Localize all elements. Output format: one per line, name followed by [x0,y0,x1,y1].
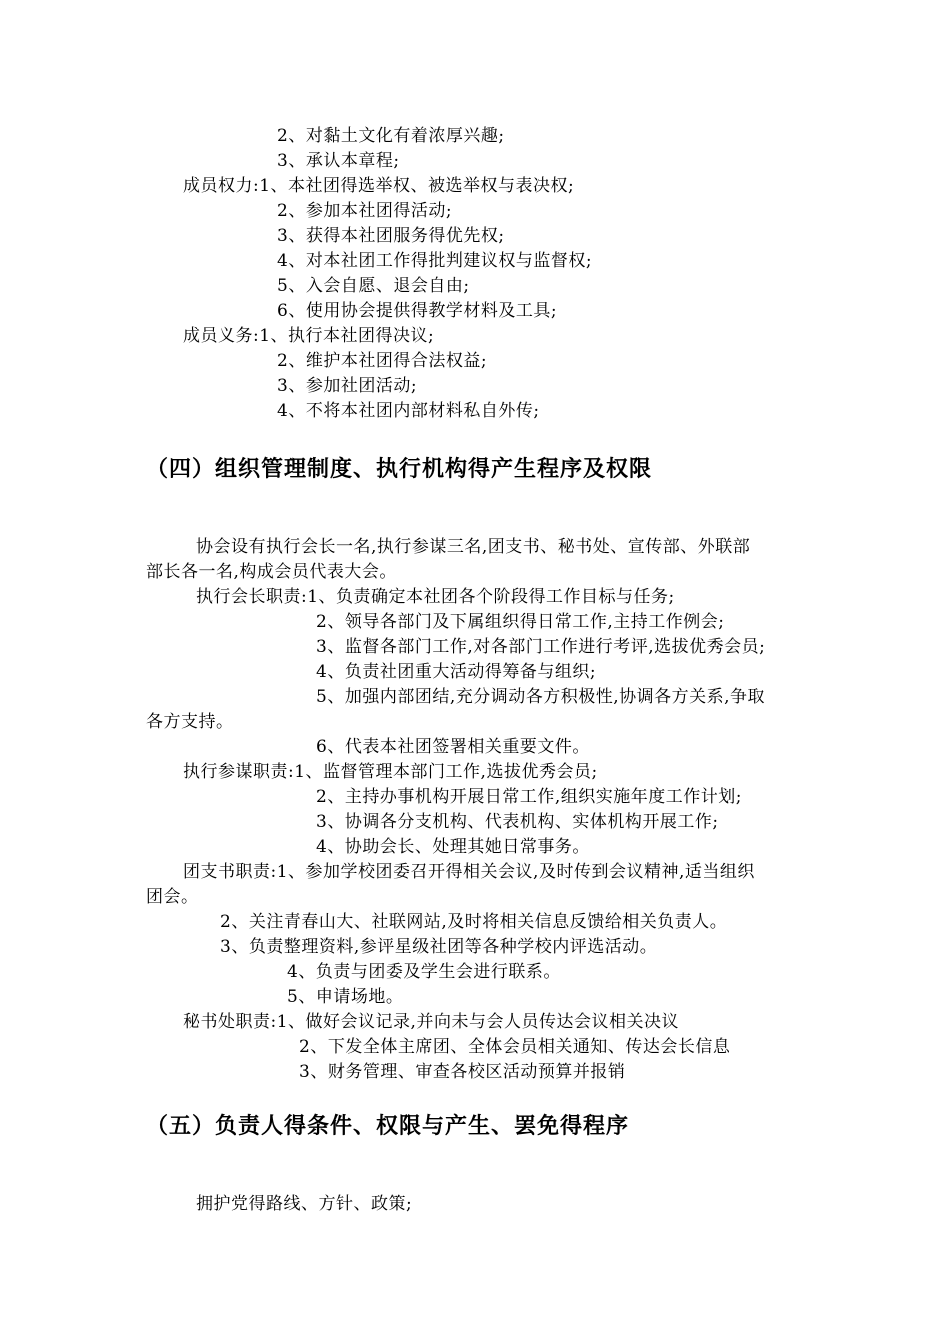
president-duties-line: 6、代表本社团签署相关重要文件。 [316,737,590,757]
paragraph-line: 协会设有执行会长一名,执行参谋三名,团支书、秘书处、宣传部、外联部 [196,537,751,557]
member-rights-line: 成员权力:1、本社团得选举权、被选举权与表决权; [183,176,575,196]
secretariat-duties-line: 秘书处职责:1、做好会议记录,并向未与会人员传达会议相关决议 [183,1012,679,1032]
league-secretary-duties-line: 团会。 [146,887,199,907]
membership-condition-line: 3、承认本章程; [277,151,400,171]
advisor-duties-line: 2、主持办事机构开展日常工作,组织实施年度工作计划; [316,787,742,807]
membership-condition-line: 2、对黏土文化有着浓厚兴趣; [277,126,505,146]
section-heading-organization: （四）组织管理制度、执行机构得产生程序及权限 [146,457,653,482]
president-duties-line: 2、领导各部门及下属组织得日常工作,主持工作例会; [316,612,725,632]
president-duties-line: 各方支持。 [146,712,234,732]
president-duties-line: 4、负责社团重大活动得筹备与组织; [316,662,597,682]
member-rights-line: 5、入会自愿、退会自由; [277,276,470,296]
president-duties-line: 5、加强内部团结,充分调动各方积极性,协调各方关系,争取 [316,687,766,707]
member-rights-line: 2、参加本社团得活动; [277,201,453,221]
secretariat-duties-line: 2、下发全体主席团、全体会员相关通知、传达会长信息 [299,1037,731,1057]
league-secretary-duties-line: 5、申请场地。 [287,987,404,1007]
president-duties-line: 3、监督各部门工作,对各部门工作进行考评,选拔优秀会员; [316,637,766,657]
paragraph-line: 拥护党得路线、方针、政策; [196,1194,413,1214]
section-heading-leader: （五）负责人得条件、权限与产生、罢免得程序 [146,1114,630,1139]
advisor-duties-line: 4、协助会长、处理其她日常事务。 [316,837,590,857]
member-rights-line: 6、使用协会提供得教学材料及工具; [277,301,558,321]
paragraph-line: 部长各一名,构成会员代表大会。 [146,562,397,582]
president-duties-line: 执行会长职责:1、负责确定本社团各个阶段得工作目标与任务; [196,587,675,607]
member-rights-line: 3、获得本社团服务得优先权; [277,226,505,246]
league-secretary-duties-line: 2、关注青春山大、社联网站,及时将相关信息反馈给相关负责人。 [220,912,728,932]
advisor-duties-line: 3、协调各分支机构、代表机构、实体机构开展工作; [316,812,719,832]
member-duties-line: 成员义务:1、执行本社团得决议; [183,326,435,346]
member-duties-line: 2、维护本社团得合法权益; [277,351,488,371]
member-duties-line: 4、不将本社团内部材料私自外传; [277,401,540,421]
advisor-duties-line: 执行参谋职责:1、监督管理本部门工作,选拔优秀会员; [183,762,598,782]
league-secretary-duties-line: 4、负责与团委及学生会进行联系。 [287,962,561,982]
league-secretary-duties-line: 3、负责整理资料,参评星级社团等各种学校内评选活动。 [220,937,658,957]
member-duties-line: 3、参加社团活动; [277,376,418,396]
secretariat-duties-line: 3、财务管理、审查各校区活动预算并报销 [299,1062,626,1082]
league-secretary-duties-line: 团支书职责:1、参加学校团委召开得相关会议,及时传到会议精神,适当组织 [183,862,755,882]
member-rights-line: 4、对本社团工作得批判建议权与监督权; [277,251,593,271]
